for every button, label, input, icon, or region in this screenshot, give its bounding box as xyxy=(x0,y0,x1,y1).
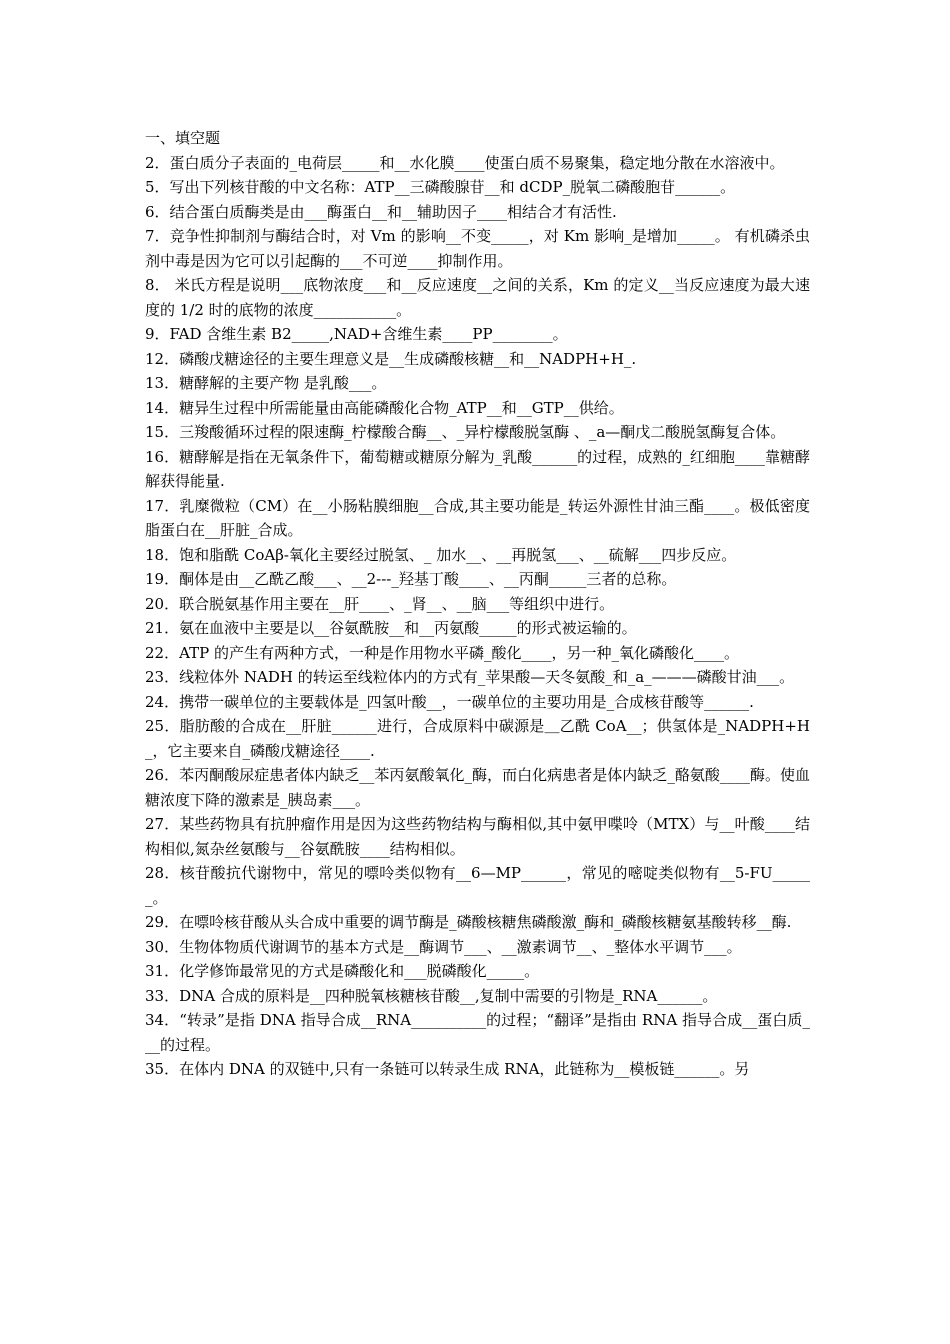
question-17: 17．乳糜微粒（CM）在__小肠粘膜细胞__合成,其主要功能是_转运外源性甘油三酯____。极低密度脂蛋白在__肝脏_合成。 xyxy=(145,496,810,539)
question-35: 35．在体内 DNA 的双链中,只有一条链可以转录生成 RNA，此链称为__模板链______。另 xyxy=(145,1060,750,1078)
question-30: 30．生物体物质代谢调节的基本方式是__酶调节___、__激素调节__、_整体水平调节___。 xyxy=(145,937,742,956)
question-8: 8． 米氏方程是说明___底物浓度___和__反应速度__之间的关系，Km 的定义__当反应速度为最大速度的 1/2 时的底物的浓度___________。 xyxy=(145,276,810,319)
document-body xyxy=(145,126,810,1082)
question-31: 31．化学修饰最常见的方式是磷酸化和___脱磷酸化_____。 xyxy=(145,962,540,980)
section-heading: 一、填空题 xyxy=(145,129,221,147)
question-23: 23．线粒体外 NADH 的转运至线粒体内的方式有_苹果酸—天冬氨酸_和_a_———磷酸甘油___。 xyxy=(145,668,795,686)
question-29: 29．在嘌呤核苷酸从头合成中重要的调节酶是_磷酸核糖焦磷酸激_酶和_磷酸核糖氨基酸转移__酶. xyxy=(145,913,792,931)
question-13: 13．糖酵解的主要产物 是乳酸___。 xyxy=(145,374,387,392)
question-27: 27．某些药物具有抗肿瘤作用是因为这些药物结构与酶相似,其中氨甲喋呤（MTX）与__叶酸____结构相似,氮杂丝氨酸与__谷氨酰胺____结构相似。 xyxy=(145,815,810,858)
question-12: 12．磷酸戊糖途径的主要生理意义是__生成磷酸核糖__和__NADPH+H_. xyxy=(145,349,637,368)
question-7: 7．竞争性抑制剂与酶结合时，对 Vm 的影响__不变_____，对 Km 影响_是增加_____。 有机磷杀虫剂中毒是因为它可以引起酶的___不可逆____抑制作用。 xyxy=(145,227,810,270)
question-20: 20．联合脱氨基作用主要在__肝____、_肾__、__脑___等组织中进行。 xyxy=(145,594,615,613)
question-25: 25．脂肪酸的合成在__肝脏______进行，合成原料中碳源是＿乙酰 CoA__；供氢体是_NADPH+H_，它主要来自_磷酸戊糖途径____. xyxy=(145,717,810,760)
question-26: 26．苯丙酮酸尿症患者体内缺乏__苯丙氨酸氧化_酶，而白化病患者是体内缺乏_酪氨酸____酶。使血糖浓度下降的激素是_胰岛素___。 xyxy=(145,766,810,809)
question-16: 16．糖酵解是指在无氧条件下，葡萄糖或糖原分解为_乳酸______的过程，成熟的_红细胞____靠糖酵解获得能量. xyxy=(145,447,810,490)
question-21: 21．氨在血液中主要是以__谷氨酰胺__和__丙氨酸_____的形式被运输的。 xyxy=(145,619,637,637)
question-6: 6．结合蛋白质酶类是由___酶蛋白__和__辅助因子____相结合才有活性. xyxy=(145,202,617,221)
question-18: 18．饱和脂酰 CoAβ-氧化主要经过脱氢、_ 加水__、__再脱氢___、__硫解___四步反应。 xyxy=(145,545,737,564)
question-5: 5．写出下列核苷酸的中文名称：ATP__三磷酸腺苷__和 dCDP_脱氧二磷酸胞苷______。 xyxy=(145,178,736,196)
question-14: 14．糖异生过程中所需能量由高能磷酸化合物_ATP__和__GTP__供给。 xyxy=(145,398,624,417)
question-2: 2．蛋白质分子表面的_电荷层_____和__水化膜____使蛋白质不易聚集，稳定地分散在水溶液中。 xyxy=(145,153,785,172)
question-22: 22．ATP 的产生有两种方式，一种是作用物水平磷_酸化____，另一种_氧化磷酸化____。 xyxy=(145,643,739,662)
question-34: 34．“转录”是指 DNA 指导合成__RNA__________的过程；“翻译”是指由 RNA 指导合成__蛋白质___的过程。 xyxy=(145,1011,810,1054)
question-9: 9．FAD 含维生素 B2_____,NAD+含维生素____PP________。 xyxy=(145,325,568,343)
question-33: 33．DNA 合成的原料是__四种脱氧核糖核苷酸__,复制中需要的引物是_RNA______。 xyxy=(145,986,718,1005)
question-24: 24．携带一碳单位的主要载体是_四氢叶酸__，一碳单位的主要功用是_合成核苷酸等______. xyxy=(145,692,754,711)
question-15: 15．三羧酸循环过程的限速酶_柠檬酸合酶__、_异柠檬酸脱氢酶 、_a—酮戊二酸脱氢酶复合体。 xyxy=(145,423,786,441)
question-19: 19．酮体是由__乙酰乙酸___、__2---_羟基丁酸____、__丙酮_____三者的总称。 xyxy=(145,570,677,588)
question-28: 28．核苷酸抗代谢物中，常见的嘌呤类似物有__6—MP______，常见的嘧啶类似物有__5-FU______。 xyxy=(145,864,810,907)
